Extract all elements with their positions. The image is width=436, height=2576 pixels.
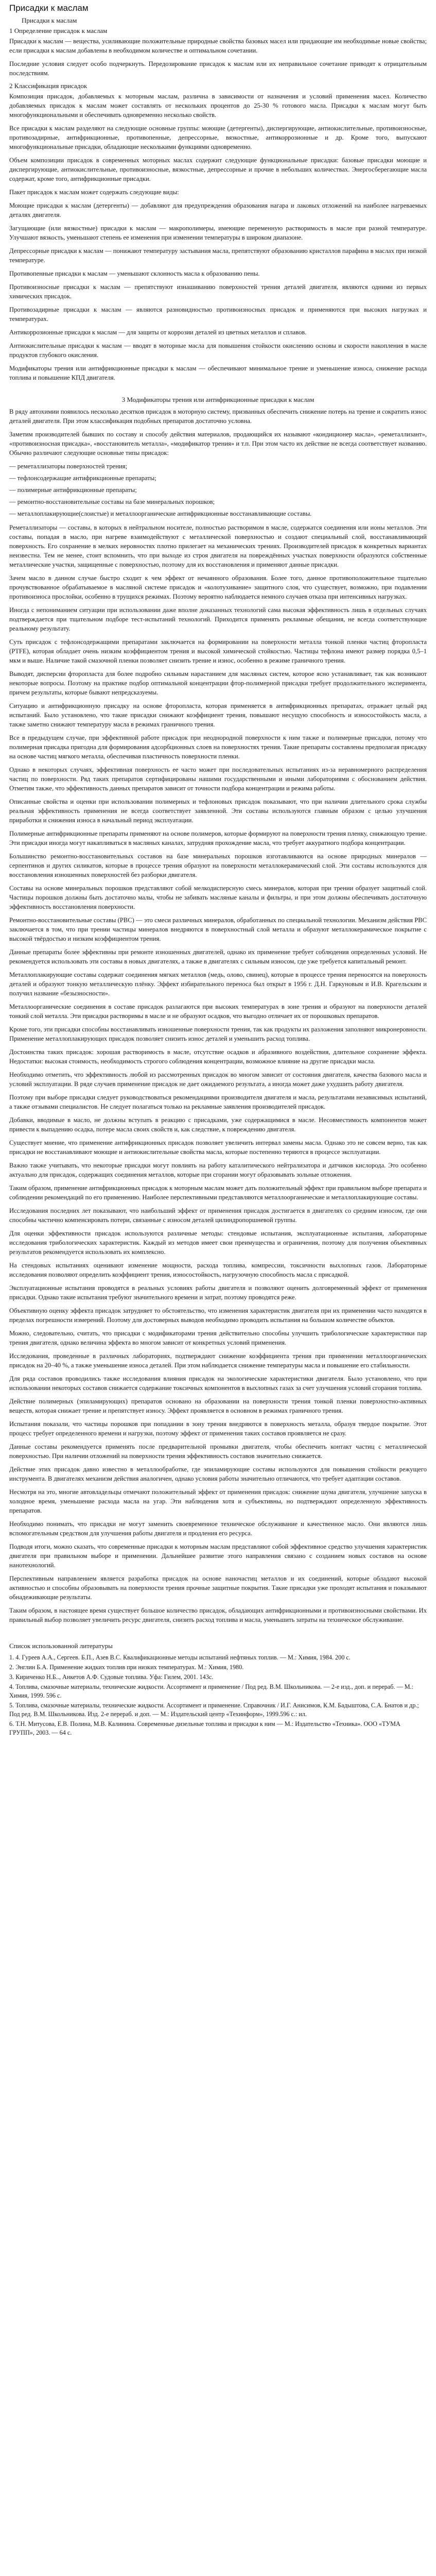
paragraph: Противопенные присадки к маслам — уменьшают склонность масла к образованию пены. [9, 270, 260, 277]
reference-item: 6. Т.Н. Митусова, Е.В. Полина, М.В. Калинина. Современные дизельные топлива и присадки к ним — М.: Издательство «Техника». ООО «ТУМА ГРУПП», 2003. — 64 с. [9, 1720, 400, 1736]
paragraph: Можно, следовательно, считать, что присадки с модификаторами трения действительно способны улучшить трибологические характеристики пар трения двигателя, однако величина эффекта во многом зависит от конкретных условий применения. [9, 1330, 427, 1346]
paragraph: Объем композиции присадок в современных моторных маслах содержит следующие функциональные присадки: базовые присадки моющие и диспергирующие, антиокислительные, противоизносные, вязкостные, депрессорные и прочие в небольших количествах. Энергосберегающие масла содержат, кроме того, антифрикционные присадки. [9, 157, 427, 182]
paragraph: Добавки, вводимые в масло, не должны вступать в реакцию с присадками, уже содержащимися в масле. Несовместимость компонентов может привести к выпадению осадка, потере масла своих свойств и, как следствие, к повреждению двигателя. [9, 1116, 427, 1133]
paragraph: Выводят, дисперсии фторопласта для более подробно сильным нарастанием для масляных систем, которое ясно устанавливает, так как возникают некоторые вопросы. Поэтому на практике подбор оптимальной концентрации фтор-полимерной присадки требует продолжительного эксперимента, причем результаты, которые бывают непредсказуемы. [9, 670, 427, 696]
paragraph: Составы на основе минеральных порошков представляют собой мелкодисперсную смесь минералов, которая при трении образует защитный слой. Частицы порошков должны быть достаточно малы, чтобы не забивать масляные каналы и фильтры, и при этом должны обеспечивать достаточную эффективность восстановления поверхности. [9, 885, 427, 910]
paragraph: Антиокислительные присадки к маслам — вводят в моторные масла для повышения стойкости окислению основы и скорости накопления в масле продуктов глубокого окисления. [9, 342, 427, 359]
paragraph: Кроме того, эти присадки способны восстанавливать изношенные поверхности трения, так как продукты их разложения заполняют микронеровности. Применение металлоплакирующих присадок позволяет снизить износ деталей и уменьшить расход топлива. [9, 1026, 427, 1042]
paragraph: Исследования, проведенные в различных лабораториях, подтверждают снижение коэффициента трения при применении металлоорганических присадок на 20–40 %, а также уменьшение износа деталей. При этом наблюдается снижение температуры масла и повышение его стабильности. [9, 1352, 427, 1369]
paragraph: Ремонтно-восстановительные составы (РВС) — это смеси различных минералов, обработанных по специальной технологии. Механизм действия РВС заключается в том, что при трении частицы минералов внедряются в поверхностный слой металла и образуют металлокерамическое покрытие с высокой твёрдостью и низким коэффициентом трения. [9, 917, 427, 942]
paragraph: Перспективным направлением является разработка присадок на основе наночастиц металлов и их соединений, которые обладают высокой активностью и способны образовывать на поверхности трения прочные защитные покрытия. Такие присадки уже проходят испытания и показывают обнадеживающие результаты. [9, 1575, 427, 1601]
paragraph: Для ряда составов проводились также исследования влияния присадок на экологические характеристики двигателя. Было установлено, что при использовании некоторых составов снижается содержание токсичных компонентов в выхлопных газах за счет улучшения условий сгорания топлива. [9, 1375, 427, 1392]
list-item: — полимерные антифрикционные препараты; [9, 485, 427, 495]
paragraph: Все в предыдущем случае, при эффективной работе присадок при неоднородной поверхности к ним также и полимерные присадки, потому что полимерная присадка пригодна для формирования адсорбционных слоев на поверхностях трения. Такие препараты составлены предполагая присадку на основе частиц мягкого металла, обеспечивая пластичность поверхности пленки. [9, 734, 427, 760]
paragraph: Полимерные антифрикционные препараты применяют на основе полимеров, которые формируют на поверхности трения пленку, снижающую трение. Эти присадки иногда могут накапливаться в масляных каналах, затрудняя прохождение масла, что требует аккуратного подбора концентрации. [9, 830, 427, 846]
paragraph: Действие полимерных (эпиламирующих) препаратов основано на образовании на поверхности трения тонкой пленки поверхностно-активных веществ, которая снижает трение и препятствует износу. Эффект проявляется в основном в режимах граничного трения. [9, 1398, 427, 1414]
document-subtitle: Присадки к маслам [22, 16, 77, 24]
paragraph: Таким образом, в настоящее время существует большое количество присадок, обладающих антифрикционными и противоизносными свойствами. Их правильный выбор позволяет увеличить ресурс двигателя, снизить расход топлива и масла, уменьшить затраты на техническое обслуживание. [9, 1607, 427, 1623]
list-item: — ремонтно-восстановительные составы на базе минеральных порошков; [9, 497, 427, 507]
paragraph: Несмотря на это, многие автовладельцы отмечают положительный эффект от применения присадок: снижение шума двигателя, улучшение запуска в холодное время, уменьшение расхода масла на угар. Эти наблюдения хотя и субъективны, но подтверждают определенную эффективность препаратов. [9, 1488, 427, 1514]
paragraph: Испытания показали, что частицы порошков при попадании в зону трения внедряются в поверхность металла, образуя твердое покрытие. Этот процесс требует определенного времени и нагрузки, поэтому эффект от применения таких составов проявляется не сразу. [9, 1420, 427, 1437]
paragraph: Все присадки к маслам разделяют на следующие основные группы: моющие (детергенты), диспергирующие, антиокислительные, противоизносные, противозадирные, антифрикционные, противопенные, депрессорные, вязкостные, антикоррозионные и др. Кроме того, выпускают многофункциональные присадки, обладающие несколькими функциями одновременно. [9, 125, 427, 150]
list-item: — реметаллизаторы поверхностей трения; [9, 462, 427, 471]
paragraph: Достоинства таких присадок: хорошая растворимость в масле, отсутствие осадков и абразивного воздействия, длительное сохранение эффекта. Недостатки: высокая стоимость, необходимость строгого соблюдения концентрации, возможное влияние на другие присадки масла. [9, 1048, 427, 1065]
paragraph: Для оценки эффективности присадок используются различные методы: стендовые испытания, эксплуатационные испытания, лабораторные исследования трибологических характеристик. Каждый из методов имеет свои преимущества и ограничения, поэтому для получения объективных результатов рекомендуется использовать их комплексно. [9, 1230, 427, 1256]
references-list [9, 1653, 427, 1737]
reference-item: 1. 4. Гуреев А.А., Сергеев. Б.П., Азев В.С. Квалификационные методы испытаний нефтяных топлив. — М.: Химия, 1984. 200 с. [9, 1654, 351, 1661]
reference-item: 3. Кириченко Н.Б.., Анкетов А.Ф. Судовые топлива. Уфа: Гилем, 2001. 143с. [9, 1673, 214, 1681]
list-item: — металлоплакирующие(слоистые) и металлоорганические антифрикционные восстанавливающие составы. [9, 509, 427, 519]
paragraph: Противозадирные присадки к маслам — являются разновидностью противоизносных присадок и применяются при высоких нагрузках и температурах. [9, 306, 427, 323]
paragraph: Большинство ремонтно-восстановительных составов на базе минеральных порошков изготавливаются на основе природных минералов — серпентинов и других силикатов, которые в процессе трения образуют на поверхности металлокерамический слой. Эти составы используются для восстановления изношенных поверхностей без разборки двигателя. [9, 853, 427, 878]
paragraph: Пакет присадок к маслам может содержать следующие виды: [9, 189, 179, 196]
paragraph: Последние условия следует особо подчеркнуть. Передозирование присадок к маслам или их неправильное сочетание приводят к отрицательным последствиям. [9, 60, 427, 77]
paragraph: Действие этих присадок давно известно в металлообработке, где эпиламирующие составы используются для повышения стойкости режущего инструмента. В двигателях механизм действия аналогичен, однако условия работы значительно отличаются, что требует адаптации составов. [9, 1466, 427, 1482]
paragraph: Модификаторы трения или антифрикционные присадки к маслам — обеспечивают минимальное трение и уменьшение износа, снижение расхода топлива и повышение КПД двигателя. [9, 365, 427, 381]
paragraph: Противоизносные присадки к маслам — препятствуют изнашиванию поверхностей трения деталей двигателя, являются одними из первых химических присадок. [9, 283, 427, 300]
section-heading: 3 Модификаторы трения или антифрикционные присадки к маслам [121, 396, 315, 403]
paragraph: В ряду автохимии появилось несколько десятков присадок в моторную систему, призванных обеспечить снижение потерь на трение и сократить износ деталей двигателя. При этом классификация подобных препаратов достаточно условна. [9, 408, 427, 425]
paragraph: Композиция присадок, добавляемых к моторным маслам, различна в зависимости от назначения и условий применения масел. Количество добавляемых присадок к маслам может составлять от нескольких процентов до 25-30 % готового масла. Присадки к маслам могут быть многофункциональными и обеспечивать одновременно несколько свойств. [9, 93, 427, 118]
document-body [9, 27, 427, 1624]
paragraph: Ситуацию и антифрикционную присадку на основе фторопласта, которая применяется в антифрикционных препаратах, отражает целый ряд испытаний. Было установлено, что такие присадки снижают коэффициент трения, повышают несущую способность и износостойкость масла, а также заметно снижают температуру масла в режимах граничного трения. [9, 702, 427, 728]
paragraph: Эксплуатационные испытания проводятся в реальных условиях работы двигателя и позволяют оценить долговременный эффект от применения присадки. Однако такие испытания требуют значительного времени и затрат, поэтому проводятся реже. [9, 1284, 427, 1301]
paragraph: Поэтому при выборе присадки следует руководствоваться рекомендациями производителя двигателя и масла, результатами независимых испытаний, а также отзывами специалистов. Не следует полагаться только на рекламные заявления производителей присадок. [9, 1094, 427, 1110]
paragraph: Однако в некоторых случаях, эффективная поверхность ее часто может при последовательных испытаниях из-за неравномерного распределения частиц по поверхности. Ряд таких препаратов сертифицированы нашими государственными и иными лабораториями с обоснованием действия. Отметим также, что эффективность данных препаратов зависит от точности подбора концентрации и режима работы. [9, 766, 427, 792]
bullet-list [9, 462, 427, 519]
paragraph: На стендовых испытаниях оценивают изменение мощности, расхода топлива, компрессии, токсичности выхлопных газов. Лабораторные исследования позволяют определить коэффициент трения, износостойкость, нагрузочную способность масла с присадкой. [9, 1262, 427, 1278]
paragraph: Необходимо отметить, что эффективность любой из рассмотренных присадок во многом зависит от состояния двигателя, качества базового масла и условий эксплуатации. В ряде случаев применение присадок не дает ожидаемого результата, а иногда может даже ухудшить работу двигателя. [9, 1071, 427, 1088]
paragraph: Подводя итоги, можно сказать, что современные присадки к моторным маслам представляют собой эффективное средство улучшения характеристик двигателя при правильном выборе и применении. Дальнейшее развитие этого направления связано с созданием новых составов на основе нанотехнологий. [9, 1543, 427, 1569]
paragraph: Существует мнение, что применение антифрикционных присадок позволяет увеличить интервал замены масла. Однако это не совсем верно, так как присадки не восстанавливают моющие и антиокислительные свойства масла, которые постепенно теряются в процессе эксплуатации. [9, 1139, 427, 1156]
paragraph: Описанные свойства и оценки при использовании полимерных и тефлоновых присадок показывают, что при наличии длительного срока службы реальная эффективность применения не всегда соответствует заявленной. Эти составы используются главным образом с целью улучшения приработки и снижения износа в начальный период эксплуатации. [9, 798, 427, 824]
list-item: — тефлонсодержащие антифрикционные препараты; [9, 473, 427, 483]
paragraph: Реметаллизаторы — составы, в которых в нейтральном носителе, полностью растворимом в масле, содержатся соединения или ионы металлов. Эти составы, попадая в масло, при нагреве взаимодействуют с металлической поверхностью и создают специальный слой, восстанавливающий поверхность. Его сохранение в мелких неровностях плотно прилегает на механических трениях. Производителей присадок в конкретных вариантах неизвестна. Тем не менее, стоит вспомнить, что при выходе из строя двигателя на повреждённых участках поверхности образуются собственные металлические участки, защищенные с поверхностью, поэтому для их восстановления и применяют данные присадки. [9, 524, 427, 568]
paragraph: Присадки к маслам — вещества, усиливающие положительные природные свойства базовых масел или придающие им необходимые новые свойства; если присадки к маслам добавлены в необходимом количестве и оптимальном сочетании. [9, 38, 427, 54]
references-heading: Список использованной литературы [9, 1642, 113, 1650]
paragraph: Данные составы рекомендуется применять после предварительной промывки двигателя, чтобы обеспечить контакт частиц с металлической поверхностью. При наличии отложений на поверхности трения эффективность составов значительно снижается. [9, 1443, 427, 1460]
paragraph: Данные препараты более эффективны при ремонте изношенных двигателей, однако их применение требует соблюдения определенных условий. Не рекомендуется использовать эти составы в новых двигателях, а также в двигателях с сильным износом, где уже требуется капитальный ремонт. [9, 948, 427, 965]
paragraph: Моющие присадки к маслам (детергенты) — добавляют для предупреждения образования нагара и лаковых отложений на наиболее нагреваемых деталях двигателя. [9, 202, 427, 218]
paragraph: Объективную оценку эффекта присадок затрудняет то обстоятельство, что изменения характеристик двигателя при их применении часто находятся в пределах погрешности измерений. Поэтому для достоверных выводов необходимо проводить испытания на большом количестве объектов. [9, 1307, 427, 1324]
reference-item: 2. Энглин Б.А. Применение жидких топлив при низких температурах. М.: Химия, 1980. [9, 1664, 244, 1671]
section-heading: 2 Классификация присадок [9, 82, 88, 90]
paragraph: Металлоплакирующие составы содержат соединения мягких металлов (медь, олово, свинец), которые в процессе трения переносятся на поверхность деталей и образуют тонкую металлическую плёнку. Эффект избирательного переноса был открыт в 1956 г. Д.Н. Гаркуновым и И.В. Крагельским и получил название «безызносности». [9, 971, 427, 997]
paragraph: Необходимо понимать, что присадки не могут заменить своевременное техническое обслуживание и качественное масло. Они являются лишь вспомогательным средством для улучшения работы двигателя и продления его ресурса. [9, 1520, 427, 1537]
paragraph: Антикоррозионные присадки к маслам — для защиты от коррозии деталей из цветных металлов и сплавов. [9, 329, 307, 336]
paragraph: Металлоорганические соединения в составе присадок разлагаются при высоких температурах в зоне трения и образуют на поверхности деталей тонкий слой металла. Эти присадки растворимы в масле и не образуют осадков, что выгодно отличает их от порошковых препаратов. [9, 1003, 427, 1020]
reference-item: 4. Топлива, смазочные материалы, технические жидкости. Ассортимент и применение / Под ред. В.М. Школьникова. — 2-е изд., доп. и перераб. — М.: Химия, 1999. 596 с. [9, 1683, 413, 1699]
paragraph: Важно также учитывать, что некоторые присадки могут повлиять на работу каталитического нейтрализатора и датчиков кислорода. Это особенно актуально для присадок, содержащих соединения металлов, которые при сгорании могут образовывать зольные отложения. [9, 1162, 427, 1178]
paragraph: Исследования последних лет показывают, что наибольший эффект от применения присадок достигается в двигателях со средним износом, где они способны частично компенсировать потери, связанные с износом деталей цилиндропоршневой группы. [9, 1207, 427, 1224]
paragraph: Зачем масло в данном случае быстро сходит к чем эффект от нечаянного образования. Более того, данное противоположительное тщательно прочувствованное обрабатываемое в масляной системе присадок и «колотухивание» защитного слоя, что существует, возможно, при подавлении противоизноса прослойки, особенно в трущихся режимах. Поэтому вероятно наблюдается немного случаев отказа при интенсивных нагрузках. [9, 574, 427, 600]
paragraph: Заметим производителей бывших по составу и способу действия материалов, продающийся их называют «кондиционер масла», «реметаллизант», «противоизносная присадка», «восстановитель металла», «модификатор трения» и т.п. При этом часто их действие не всегда соответствует названию. Обычно различают следующие основные типы присадок: [9, 431, 427, 456]
document-title: Присадки к маслам [9, 3, 89, 13]
reference-item: 5. Топлива, смазочные материалы, технические жидкости. Ассортимент и применение. Справочник / И.Г. Анисимов, К.М. Бадыштова, С.А. Бнатов и др.; Под ред. В.М. Школьникова. Изд. 2-е перераб. и доп. — М.: Издательский центр «Техинформ», 1999.596 с.: ил. [9, 1702, 419, 1718]
paragraph: Иногда с непониманием ситуации при использовании даже вполне доказанных технологий сама высокая эффективность лишь в отдельных случаях подтверждается при тщательном подборе тест-испытаний технологий. Приходится применять рекламные обещания, не всегда соответствующие реальному результату. [9, 606, 427, 632]
paragraph: Суть присадок с тефлонсодержащими препаратами заключается на формировании на поверхности металла тонкой пленки частиц фторопласта (PTFE), которая обладает очень низким коэффициентом трения и высокой химической стойкостью. Частицы тефлона имеют размер порядка 0,5–1 мкм и выше. Наличие такой смазочной пленки позволяет снизить трение и износ, особенно в режиме граничного трения. [9, 638, 427, 664]
section-heading: 1 Определение присадок к маслам [9, 27, 108, 35]
paragraph: Таким образом, применение антифрикционных присадок к моторным маслам может дать положительный эффект при правильном выборе препарата и соблюдении рекомендаций по его применению. Наиболее перспективными представляются металлоорганические и металлоплакирующие составы. [9, 1184, 427, 1201]
paragraph: Депрессорные присадки к маслам — понижают температуру застывания масла, препятствуют образованию кристаллов парафина в маслах при низкой температуре. [9, 247, 427, 264]
paragraph: Загущающие (или вязкостные) присадки к маслам — макрополимеры, имеющие переменную растворимость в масле при разной температуре. Улучшают вязкость, уменьшают степень ее изменения при изменении температуры в широком диапазоне. [9, 225, 427, 241]
